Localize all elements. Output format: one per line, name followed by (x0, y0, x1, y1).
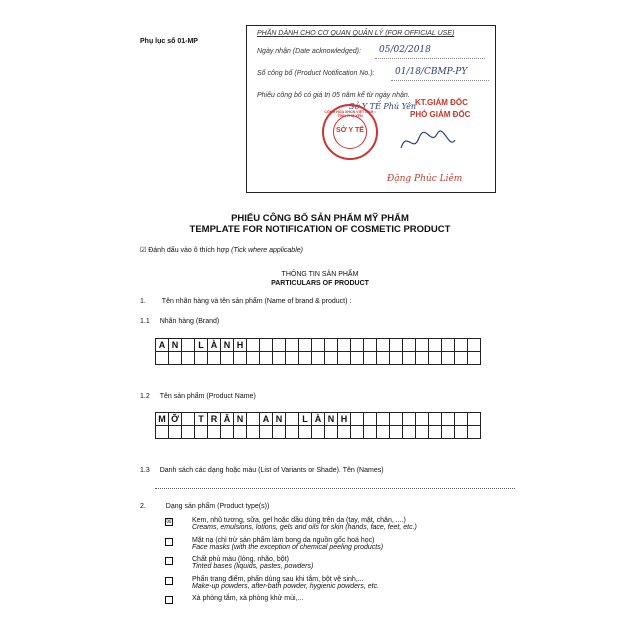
product-type-option[interactable] (165, 595, 303, 602)
date-acknowledged-value: 05/02/2018 (379, 45, 431, 55)
char-cell[interactable]: R (208, 413, 221, 426)
char-cell[interactable] (273, 339, 286, 352)
char-cell[interactable] (455, 339, 468, 352)
signer-title-1: KT.GIÁM ĐỐC (415, 98, 468, 107)
char-cell[interactable]: À (208, 339, 221, 352)
validity-label: Phiếu công bố có giá trị 05 năm kể từ ngày nhận. (257, 92, 410, 99)
char-cell[interactable]: N (234, 413, 247, 426)
char-cell[interactable] (364, 413, 377, 426)
char-cell[interactable] (156, 352, 169, 365)
signer-title-2: PHÓ GIÁM ĐỐC (410, 110, 471, 119)
char-cell[interactable] (156, 426, 169, 439)
appendix-label: Phụ lục số 01-MP (140, 38, 198, 45)
checkbox[interactable] (165, 557, 173, 565)
product-type-en: Creams, emulsions, lotions, gels and oils for skin (hands, face, feet, etc.) (192, 524, 417, 531)
char-cell[interactable] (273, 352, 286, 365)
char-cell[interactable] (429, 339, 442, 352)
stamp-center-text: SỞ Y TẾ (336, 127, 364, 134)
item-1 (140, 298, 351, 305)
product-type-option[interactable] (165, 556, 313, 570)
char-cell[interactable] (338, 352, 351, 365)
char-cell[interactable] (169, 426, 182, 439)
char-cell[interactable] (221, 426, 234, 439)
char-cell[interactable] (468, 339, 481, 352)
char-cell[interactable] (247, 339, 260, 352)
char-cell[interactable] (468, 352, 481, 365)
item-1-2-number: 1.2 (140, 393, 150, 400)
char-cell[interactable] (390, 339, 403, 352)
char-cell[interactable]: Ỡ (169, 413, 182, 426)
notification-number-value: 01/18/CBMP-PY (395, 67, 468, 77)
product-type-option[interactable] (165, 537, 383, 551)
char-cell[interactable] (403, 413, 416, 426)
checkbox[interactable] (165, 538, 173, 546)
item-1-text: Tên nhãn hàng và tên sản phẩm (Name of brand & product) : (161, 298, 352, 305)
item-1-3-number: 1.3 (140, 467, 150, 474)
char-cell[interactable] (312, 426, 325, 439)
char-cell[interactable] (299, 339, 312, 352)
char-cell[interactable]: À (312, 413, 325, 426)
section-title-vi: THÔNG TIN SẢN PHẨM (281, 271, 359, 278)
char-cell[interactable] (299, 352, 312, 365)
char-cell[interactable] (247, 413, 260, 426)
form-title-en: TEMPLATE FOR NOTIFICATION OF COSMETIC PRODUCT (189, 224, 451, 235)
item-1-number: 1. (140, 298, 146, 305)
checkbox[interactable]: ☒ (166, 519, 172, 525)
char-cell[interactable] (312, 339, 325, 352)
item-1-2 (140, 393, 256, 400)
char-cell[interactable] (403, 426, 416, 439)
validity-handwriting: Sở Y TẾ Phú Yên (349, 102, 417, 111)
official-use-box (246, 25, 496, 193)
char-cell[interactable] (260, 426, 273, 439)
char-cell[interactable] (390, 352, 403, 365)
char-cell[interactable] (286, 352, 299, 365)
char-cell[interactable] (273, 426, 286, 439)
item-1-1-text: Nhãn hàng (Brand) (159, 318, 220, 325)
char-cell[interactable] (351, 413, 364, 426)
section-title-en: PARTICULARS OF PRODUCT (271, 280, 369, 287)
char-cell[interactable] (390, 426, 403, 439)
char-cell[interactable] (455, 352, 468, 365)
char-cell[interactable]: N (169, 339, 182, 352)
char-cell[interactable]: M (156, 413, 169, 426)
char-cell[interactable] (247, 426, 260, 439)
char-cell[interactable] (260, 339, 273, 352)
notification-number-label: Số công bố (Product Notification No.): (257, 70, 375, 77)
char-cell[interactable] (442, 426, 455, 439)
char-cell[interactable] (169, 352, 182, 365)
number-underline (391, 80, 489, 81)
char-cell[interactable] (442, 352, 455, 365)
char-cell[interactable]: A (260, 413, 273, 426)
tick-instruction-en: (Tick where applicable) (231, 247, 303, 254)
char-cell[interactable] (260, 352, 273, 365)
item-1-3-text: Danh sách các dạng hoặc màu (List of Variants or Shade). Tên (Names) (159, 467, 384, 474)
item-2 (140, 503, 269, 510)
product-type-vi: Mặt nạ (chỉ trừ sản phẩm làm bong da nguồn gốc hoá học) (192, 536, 375, 544)
char-cell[interactable] (286, 413, 299, 426)
char-cell[interactable] (442, 413, 455, 426)
product-type-en: Tinted bases (liquids, pastes, powders) (192, 563, 314, 570)
char-cell[interactable] (195, 352, 208, 365)
signer-name: Đặng Phúc Liêm (387, 174, 463, 184)
char-cell[interactable] (351, 426, 364, 439)
char-cell[interactable] (429, 352, 442, 365)
char-cell[interactable]: T (195, 413, 208, 426)
char-cell[interactable] (312, 352, 325, 365)
product-type-vi: Kem, nhũ tương, sữa, gel hoặc dầu dùng trên da (tay, mặt, chân, ....) (192, 517, 406, 524)
char-cell[interactable] (325, 352, 338, 365)
char-cell[interactable] (403, 352, 416, 365)
product-name-char-grid[interactable] (155, 412, 481, 439)
char-cell[interactable]: L (299, 413, 312, 426)
char-cell[interactable]: N (273, 413, 286, 426)
char-cell[interactable] (416, 426, 429, 439)
char-cell[interactable] (416, 413, 429, 426)
tick-mark-icon: ☑ (140, 247, 147, 254)
char-cell[interactable] (429, 413, 442, 426)
char-cell[interactable] (351, 339, 364, 352)
product-type-en: Make-up powders, after-bath powder, hygienic powders, etc. (192, 582, 380, 590)
char-cell[interactable] (390, 413, 403, 426)
item-1-2-text: Tên sản phẩm (Product Name) (159, 393, 256, 400)
product-type-vi: Xà phòng tắm, xà phòng khử mùi,... (192, 595, 304, 602)
char-cell[interactable]: H (338, 413, 351, 426)
char-cell[interactable] (325, 339, 338, 352)
char-cell[interactable] (234, 426, 247, 439)
item-1-3 (140, 467, 384, 474)
char-cell[interactable]: A (156, 339, 169, 352)
char-cell[interactable] (182, 426, 195, 439)
char-cell[interactable]: N (325, 413, 338, 426)
char-cell[interactable] (247, 352, 260, 365)
tick-instruction-vi: Đánh dấu vào ô thích hợp (148, 247, 230, 254)
char-cell[interactable] (455, 426, 468, 439)
char-cell[interactable] (377, 352, 390, 365)
item-1-1-number: 1.1 (140, 318, 150, 325)
char-cell[interactable] (182, 339, 195, 352)
official-stamp (322, 104, 378, 160)
char-cell[interactable] (234, 352, 247, 365)
variants-fill-line[interactable] (155, 488, 515, 489)
char-cell[interactable] (455, 413, 468, 426)
checkbox[interactable] (165, 577, 173, 585)
char-cell[interactable] (221, 352, 234, 365)
product-type-vi: Phấn trang điểm, phấn dùng sau khi tắm, bột vệ sinh,... (192, 575, 364, 583)
product-type-en: Face masks (with the exception of chemical peeling products) (192, 543, 384, 551)
product-type-option[interactable] (165, 576, 379, 590)
item-1-1 (140, 318, 219, 325)
form-title-vi: PHIẾU CÔNG BỐ SẢN PHẨM MỸ PHẨM (231, 213, 409, 224)
char-cell[interactable] (338, 426, 351, 439)
char-cell[interactable] (286, 339, 299, 352)
official-box-heading: PHẦN DÀNH CHO CƠ QUAN QUẢN LÝ (FOR OFFICIAL USE) (257, 30, 455, 37)
product-type-option[interactable] (165, 517, 417, 531)
date-acknowledged-label: Ngày nhận (Date acknowledged): (257, 48, 361, 55)
char-cell[interactable] (416, 352, 429, 365)
char-cell[interactable] (416, 339, 429, 352)
char-cell[interactable] (182, 352, 195, 365)
char-cell[interactable] (351, 352, 364, 365)
char-cell[interactable] (364, 339, 377, 352)
char-cell[interactable] (325, 426, 338, 439)
char-cell[interactable] (208, 426, 221, 439)
char-cell[interactable] (377, 339, 390, 352)
char-cell[interactable] (468, 413, 481, 426)
char-cell[interactable] (182, 413, 195, 426)
char-cell[interactable] (364, 352, 377, 365)
item-2-text: Dạng sản phẩm (Product type(s)) (165, 503, 270, 510)
char-cell[interactable] (403, 339, 416, 352)
char-cell[interactable]: L (195, 339, 208, 352)
char-cell[interactable] (338, 339, 351, 352)
char-cell[interactable] (468, 426, 481, 439)
char-cell[interactable] (429, 426, 442, 439)
brand-char-grid[interactable] (155, 338, 481, 365)
char-cell[interactable] (286, 426, 299, 439)
char-cell[interactable] (364, 426, 377, 439)
char-cell[interactable] (208, 352, 221, 365)
char-cell[interactable] (299, 426, 312, 439)
stamp-ring-text: CỘNG HÒA XHCN VIỆT NAM • TỈNH PHÚ YÊN (324, 110, 376, 118)
char-cell[interactable]: H (234, 339, 247, 352)
char-cell[interactable] (442, 339, 455, 352)
product-type-vi: Chất phủ màu (lỏng, nhão, bột) (192, 556, 289, 563)
signature-icon (397, 126, 457, 156)
checkbox[interactable] (165, 596, 173, 604)
char-cell[interactable] (377, 426, 390, 439)
char-cell[interactable]: Ă (221, 413, 234, 426)
char-cell[interactable] (377, 413, 390, 426)
date-underline (375, 58, 485, 59)
tick-instruction (140, 246, 303, 254)
char-cell[interactable]: N (221, 339, 234, 352)
item-2-number: 2. (140, 503, 146, 510)
char-cell[interactable] (195, 426, 208, 439)
